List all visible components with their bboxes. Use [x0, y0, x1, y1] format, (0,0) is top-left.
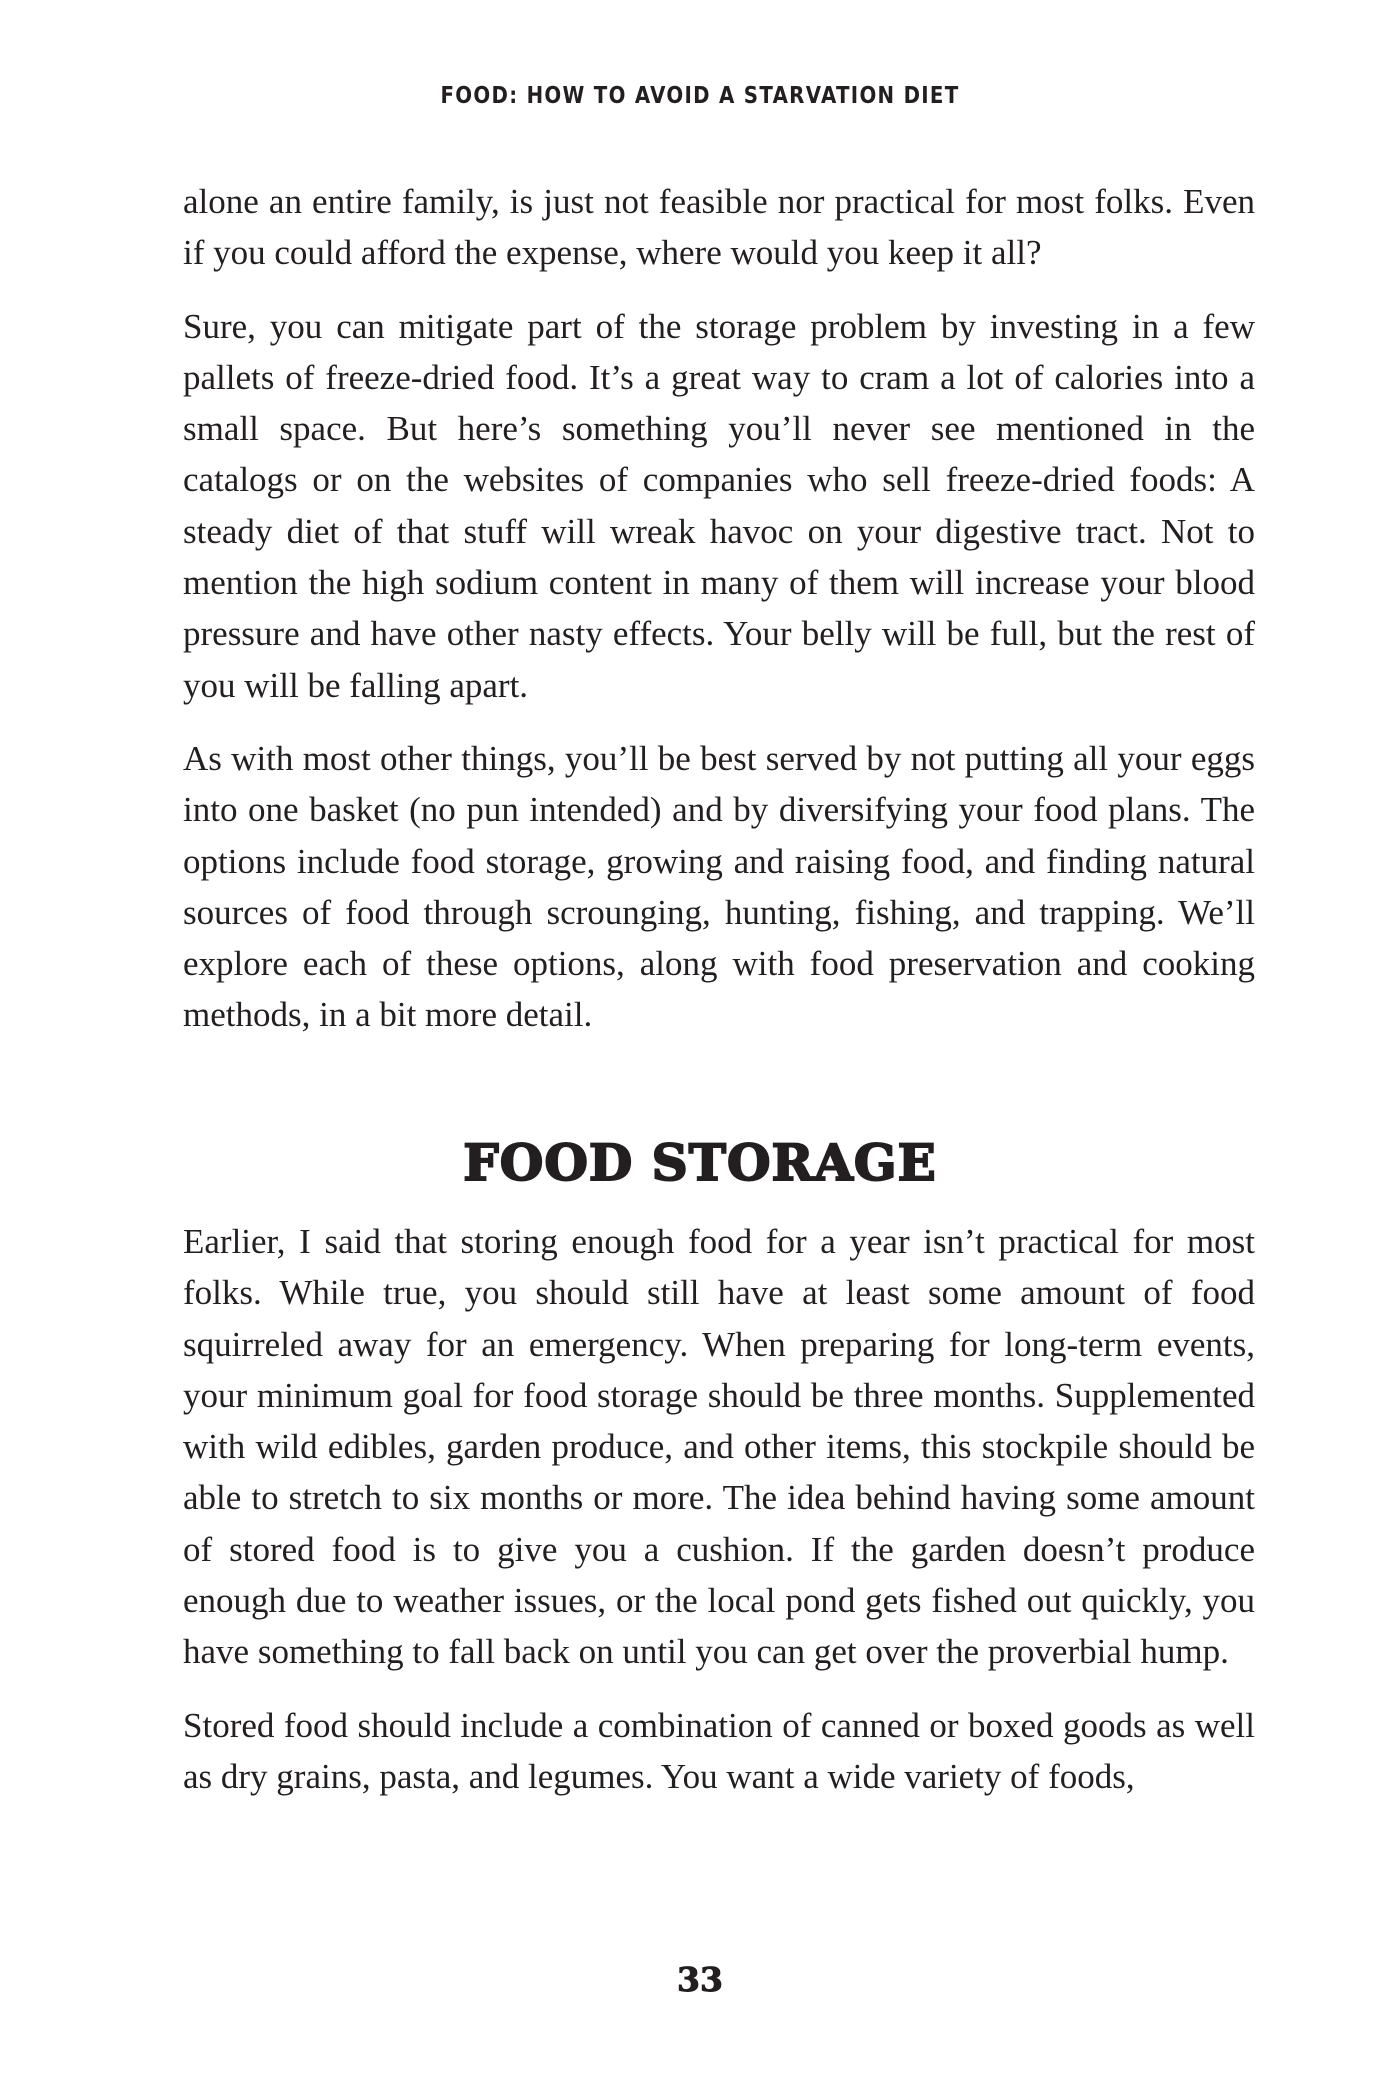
paragraph: Sure, you can mitigate part of the storage problem by investing in a few pallets of freeze-dried food. It’s a great way to cram a lot of calories into a small space. But here’s something you’ll never see mentioned in the catalogs or on the websites of companies who sell freeze-dried foods: A steady diet of that stuff will wreak havoc on your digestive tract. Not to mention the high sodium content in many of them will increase your blood pressure and have other nasty effects. Your belly will be full, but the rest of you will be falling apart. [183, 306, 1255, 705]
body-text-top [183, 176, 1255, 1063]
running-head: FOOD: HOW TO AVOID A STARVATION DIET [440, 83, 960, 109]
paragraph: Earlier, I said that storing enough food for a year isn’t practical for most folks. While true, you should still have at least some amount of food squirreled away for an emergency. When preparing for long-term events, your minimum goal for food storage should be three months. Supplemented with wild edibles, garden produce, and other items, this stockpile should be able to stretch to six months or more. The idea behind having some amount of stored food is to give you a cushion. If the garden doesn’t produce enough due to weather issues, or the local pond gets fished out quickly, you have something to fall back on until you can get over the proverbial hump. [183, 1222, 1255, 1672]
paragraph: As with most other things, you’ll be best served by not putting all your eggs into one basket (no pun intended) and by diversifying your food plans. The options include food storage, growing and raising food, and finding natural sources of food through scrounging, hunting, fishing, and trapping. We’ll explore each of these options, along with food preservation and cooking methods, in a bit more detail. [183, 738, 1255, 1035]
page-number: 33 [677, 1960, 723, 1999]
paragraph: Stored food should include a combination of canned or boxed goods as well as dry grains, pasta, and legumes. You want a wide variety of foods, [183, 1705, 1255, 1796]
body-text-bottom [183, 1216, 1255, 1824]
paragraph: alone an entire family, is just not feasible nor practical for most folks. Even if you could afford the expense, where would you keep it all? [183, 182, 1255, 273]
section-heading: FOOD STORAGE [463, 1133, 937, 1192]
